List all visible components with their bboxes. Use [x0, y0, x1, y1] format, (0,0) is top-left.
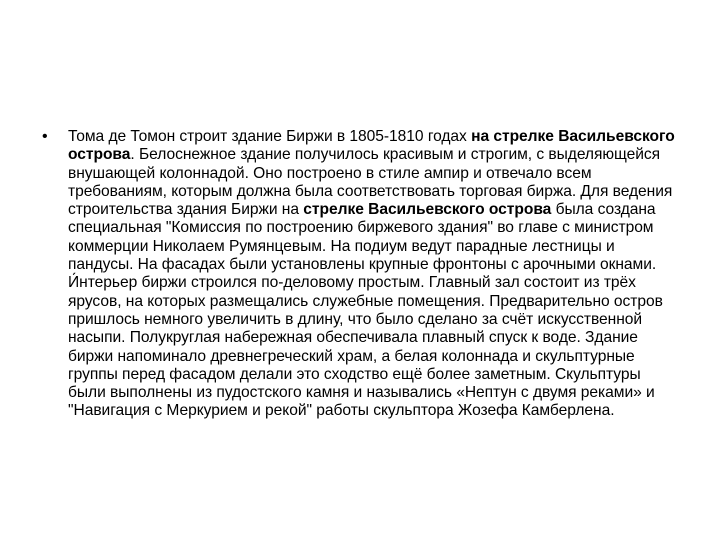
paragraph-text-3: была создана специальная "Комиссия по построению биржевого здания" во главе с министром коммерции Николаем Румянцевым. На подиум ведут парадные лестницы и пандусы. На фасадах были установлены крупные фронтоны с арочными окнами. И́нтерьер биржи строился по-деловому простым. Главный зал состоит из трёх ярусов, на которых размещались служебные помещения. Предварительно остров пришлось немного увеличить в длину, что было сделано за счёт искусственной насыпи. Полукруглая набережная обеспечивала плавный спуск к воде. Здание биржи напоминало древнегреческий храм, а белая колоннада и скульптурные группы перед фасадом делали это сходство ещё более заметным. Скульптуры были выполнены из пудостского камня и назывались «Нептун с двумя реками» и "Навигация с Меркурием и рекой" работы скульптора Жозефа Камберлена. — [68, 201, 663, 420]
paragraph-text-1: Тома де Томон строит здание Биржи в 1805-1810 годах — [68, 128, 472, 145]
bold-place-name-2: стрелке Васильевского острова — [303, 201, 552, 219]
bullet-item — [42, 128, 682, 421]
paragraph-text-2: . Белоснежное здание получилось красивым и строгим, с выделяющейся внушающей колоннадой. Оно построено в стиле ампир и отвечало всем требованиям, которым должна была соответствовать торговая биржа. Для ведения строительства здания Биржи на — [68, 146, 673, 219]
bullet-marker: • — [42, 128, 48, 145]
body-paragraph — [68, 128, 682, 421]
bold-place-name-1: на стрелке Васильевского острова — [68, 128, 675, 164]
